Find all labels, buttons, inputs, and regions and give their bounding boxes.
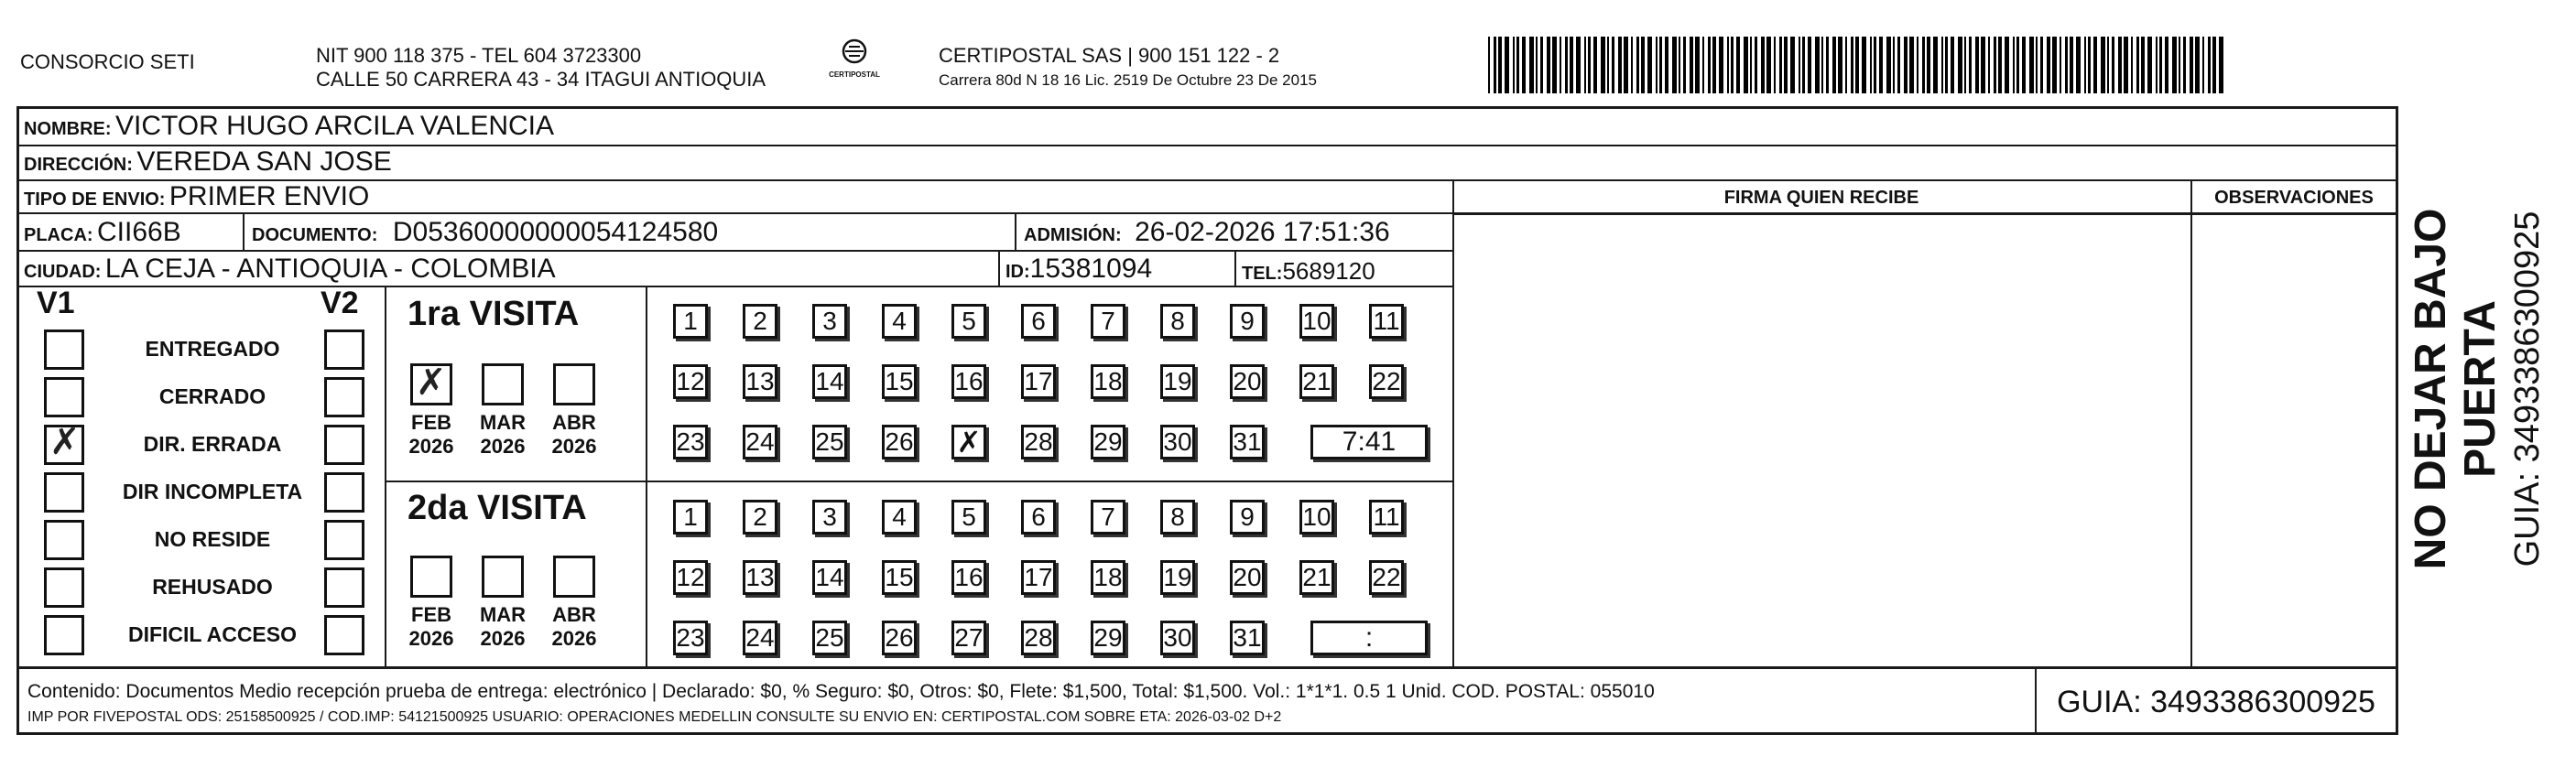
- first-visit-day-box[interactable]: 25: [812, 425, 847, 459]
- v2-checkbox[interactable]: [324, 520, 364, 560]
- barcode: [1488, 37, 2225, 93]
- second-visit-month-label: FEB 2026: [408, 603, 454, 650]
- first-visit-day-box[interactable]: 23: [673, 425, 708, 459]
- firma-area[interactable]: [1454, 216, 2190, 666]
- v2-checkbox[interactable]: [324, 425, 364, 465]
- side-warning: NO DEJAR BAJO PUERTA: [2407, 208, 2505, 570]
- nit-line: NIT 900 118 375 - TEL 604 3723300: [316, 44, 642, 67]
- v1-check-mark: ✗: [49, 421, 81, 463]
- second-visit-day-box[interactable]: 18: [1091, 560, 1125, 595]
- second-visit-day-box[interactable]: 28: [1021, 621, 1056, 655]
- second-visit-day-box[interactable]: 5: [951, 500, 986, 535]
- second-visit-day-box[interactable]: 20: [1230, 560, 1265, 595]
- v2-checkbox[interactable]: [324, 567, 364, 608]
- first-visit-day-box[interactable]: 18: [1091, 364, 1125, 399]
- frame-right: [2396, 106, 2398, 734]
- certipostal-logo: CERTIPOSTAL: [818, 38, 891, 79]
- second-visit-time-box[interactable]: :: [1310, 621, 1428, 655]
- second-visit-day-box[interactable]: 27: [951, 621, 986, 655]
- second-visit-day-box[interactable]: 21: [1299, 560, 1334, 595]
- frame-top: [16, 106, 2397, 109]
- first-visit-day-box[interactable]: ✗: [951, 425, 986, 459]
- first-visit-day-box[interactable]: 24: [743, 425, 777, 459]
- tipo-value: PRIMER ENVIO: [168, 181, 370, 211]
- address-line: CALLE 50 CARRERA 43 - 34 ITAGUI ANTIOQUIA: [316, 68, 766, 91]
- first-visit-day-box[interactable]: 7: [1091, 304, 1125, 339]
- second-visit-day-box[interactable]: 7: [1091, 500, 1125, 535]
- tel-row: TEL:5689120: [1242, 257, 1375, 285]
- tipo-row: TIPO DE ENVIO: PRIMER ENVIO: [24, 181, 370, 211]
- frame-left: [16, 106, 19, 734]
- second-visit-day-box[interactable]: 15: [882, 560, 917, 595]
- first-visit-day-box[interactable]: 10: [1299, 304, 1334, 339]
- first-visit-day-box[interactable]: 16: [951, 364, 986, 399]
- first-visit-month-label: MAR 2026: [479, 411, 527, 458]
- direccion-row: DIRECCIÓN: VEREDA SAN JOSE: [24, 146, 392, 177]
- second-visit-day-box[interactable]: 25: [812, 621, 847, 655]
- documento-value: D05360000000054124580: [392, 217, 719, 247]
- status-option-label: REHUSADO: [152, 575, 273, 599]
- firma-header: FIRMA QUIEN RECIBE: [1723, 188, 1919, 208]
- first-visit-day-box[interactable]: 3: [812, 304, 847, 339]
- second-visit-day-box[interactable]: 30: [1160, 621, 1195, 655]
- v2-checkbox[interactable]: [324, 377, 364, 417]
- first-visit-time-box[interactable]: 7:41: [1310, 425, 1428, 459]
- second-visit-day-box[interactable]: 1: [673, 500, 708, 535]
- placa-row: PLACA: CII66B: [24, 217, 181, 247]
- second-visit-title: 2da VISITA: [408, 489, 587, 527]
- first-visit-day-box[interactable]: 11: [1369, 304, 1404, 339]
- admision-row: ADMISIÓN: 26-02-2026 17:51:36: [1024, 217, 1390, 247]
- v1-checkbox[interactable]: [44, 615, 84, 655]
- first-visit-day-box[interactable]: 30: [1160, 425, 1195, 459]
- second-visit-day-box[interactable]: 14: [812, 560, 847, 595]
- observaciones-area[interactable]: [2193, 216, 2395, 666]
- second-visit-day-box[interactable]: 3: [812, 500, 847, 535]
- first-visit-day-box[interactable]: 28: [1021, 425, 1056, 459]
- footer-imp: IMP POR FIVEPOSTAL ODS: 25158500925 / COD.IMP: 54121500925 USUARIO: OPERACIONES MEDELLIN CONSULTE SU ENVIO EN: CERTIPOSTAL.COM SOBRE ETA: 2026-03-02 D+2: [27, 709, 1282, 725]
- second-visit-day-box[interactable]: 16: [951, 560, 986, 595]
- id-value: 15381094: [1029, 254, 1153, 284]
- v1-checkbox[interactable]: [44, 520, 84, 560]
- admision-value: 26-02-2026 17:51:36: [1135, 217, 1390, 247]
- status-option-label: DIFICIL ACCESO: [127, 622, 297, 646]
- footer-guia: GUIA: 3493386300925: [2057, 685, 2375, 719]
- documento-row: DOCUMENTO: D05360000000054124580: [252, 217, 719, 247]
- v1-checkbox[interactable]: [44, 567, 84, 608]
- first-visit-day-box[interactable]: 12: [673, 364, 708, 399]
- first-visit-day-box[interactable]: 21: [1299, 364, 1334, 399]
- first-visit-day-box[interactable]: 4: [882, 304, 917, 339]
- second-visit-day-box[interactable]: 23: [673, 621, 708, 655]
- first-visit-day-box[interactable]: 15: [882, 364, 917, 399]
- first-visit-day-box[interactable]: 13: [743, 364, 777, 399]
- logo-icon: [836, 38, 873, 66]
- first-visit-month-mark: ✗: [416, 362, 447, 404]
- second-visit-day-box[interactable]: 6: [1021, 500, 1056, 535]
- direccion-value: VEREDA SAN JOSE: [136, 146, 392, 177]
- first-visit-day-box[interactable]: 8: [1160, 304, 1195, 339]
- footer-contents: Contenido: Documentos Medio recepción prueba de entrega: electrónico | Declarado: $0, % Seguro: $0, Otros: $0, Flete: $1,500, Total: $1,500. Vol.: 1*1*1. 0.5 1 Unid. COD. POSTAL: 055010: [27, 681, 1655, 702]
- side-label: [2407, 128, 2547, 650]
- v2-checkbox[interactable]: [324, 329, 364, 370]
- nombre-row: NOMBRE: VICTOR HUGO ARCILA VALENCIA: [24, 111, 555, 141]
- v1-checkbox[interactable]: [44, 377, 84, 417]
- side-guia: GUIA: 3493386300925: [2508, 211, 2547, 567]
- v1-header: V1: [37, 286, 75, 320]
- nombre-value: VICTOR HUGO ARCILA VALENCIA: [115, 111, 555, 141]
- v1-checkbox[interactable]: [44, 329, 84, 370]
- second-visit-day-box[interactable]: 13: [743, 560, 777, 595]
- second-visit-day-box[interactable]: 2: [743, 500, 777, 535]
- company-name: CONSORCIO SETI: [20, 50, 195, 73]
- second-visit-day-box[interactable]: 24: [743, 621, 777, 655]
- status-option-label: CERRADO: [158, 384, 266, 408]
- second-visit-day-box[interactable]: 11: [1369, 500, 1404, 535]
- first-visit-day-box[interactable]: 31: [1230, 425, 1265, 459]
- status-option-label: DIR INCOMPLETA: [122, 480, 303, 503]
- first-visit-day-box[interactable]: 1: [673, 304, 708, 339]
- status-option-label: ENTREGADO: [145, 337, 280, 361]
- status-option-label: NO RESIDE: [154, 527, 271, 551]
- first-visit-month-checkbox[interactable]: [482, 363, 524, 405]
- second-visit-day-box[interactable]: 10: [1299, 500, 1334, 535]
- first-visit-month-label: FEB 2026: [408, 411, 454, 458]
- second-visit-month-label: MAR 2026: [479, 603, 527, 650]
- frame-bottom: [16, 732, 2398, 735]
- v1-checkbox[interactable]: [44, 472, 84, 513]
- v2-header: V2: [321, 286, 359, 320]
- second-visit-day-box[interactable]: 12: [673, 560, 708, 595]
- first-visit-day-box[interactable]: 29: [1091, 425, 1125, 459]
- ciudad-row: CIUDAD: LA CEJA - ANTIOQUIA - COLOMBIA: [24, 254, 556, 284]
- tel-value: 5689120: [1282, 257, 1375, 285]
- second-visit-day-box[interactable]: 26: [882, 621, 917, 655]
- first-visit-month-checkbox[interactable]: [553, 363, 595, 405]
- first-visit-day-box[interactable]: 20: [1230, 364, 1265, 399]
- second-visit-day-box[interactable]: 9: [1230, 500, 1265, 535]
- first-visit-day-box[interactable]: 14: [812, 364, 847, 399]
- second-visit-month-label: ABR 2026: [551, 603, 597, 650]
- second-visit-month-checkbox[interactable]: [553, 556, 595, 598]
- v2-checkbox[interactable]: [324, 472, 364, 513]
- second-visit-day-box[interactable]: 4: [882, 500, 917, 535]
- v2-checkbox[interactable]: [324, 615, 364, 655]
- first-visit-day-box[interactable]: 6: [1021, 304, 1056, 339]
- second-visit-day-box[interactable]: 31: [1230, 621, 1265, 655]
- first-visit-day-box[interactable]: 5: [951, 304, 986, 339]
- courier-line: CERTIPOSTAL SAS | 900 151 122 - 2: [939, 44, 1280, 67]
- license-line: Carrera 80d N 18 16 Lic. 2519 De Octubre 23 De 2015: [939, 71, 1317, 89]
- second-visit-day-box[interactable]: 19: [1160, 560, 1195, 595]
- second-visit-day-box[interactable]: 17: [1021, 560, 1056, 595]
- second-visit-month-checkbox[interactable]: [482, 556, 524, 598]
- ciudad-value: LA CEJA - ANTIOQUIA - COLOMBIA: [104, 254, 556, 284]
- first-visit-day-box[interactable]: 2: [743, 304, 777, 339]
- placa-value: CII66B: [97, 217, 181, 247]
- id-row: ID:15381094: [1005, 254, 1153, 284]
- second-visit-month-checkbox[interactable]: [410, 556, 452, 598]
- first-visit-day-box[interactable]: 19: [1160, 364, 1195, 399]
- first-visit-month-label: ABR 2026: [551, 411, 597, 458]
- second-visit-day-box[interactable]: 29: [1091, 621, 1125, 655]
- first-visit-day-box[interactable]: 26: [882, 425, 917, 459]
- first-visit-title: 1ra VISITA: [408, 295, 580, 333]
- observaciones-header: OBSERVACIONES: [2214, 188, 2374, 208]
- second-visit-day-box[interactable]: 8: [1160, 500, 1195, 535]
- status-option-label: DIR. ERRADA: [143, 432, 282, 456]
- first-visit-day-box[interactable]: 9: [1230, 304, 1265, 339]
- first-visit-day-box[interactable]: 17: [1021, 364, 1056, 399]
- first-visit-day-box[interactable]: 22: [1369, 364, 1404, 399]
- second-visit-day-box[interactable]: 22: [1369, 560, 1404, 595]
